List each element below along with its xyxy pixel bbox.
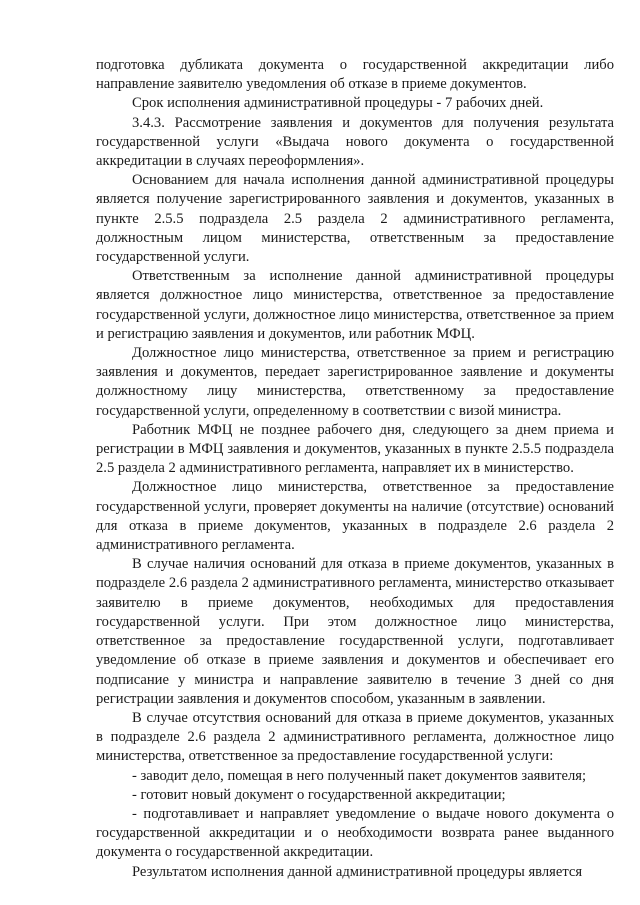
paragraph-mfc-worker: Работник МФЦ не позднее рабочего дня, следующего за днем приема и регистрации в МФЦ заявления и документов, указанных в пункте 2.5.5 подраздела 2.5 раздела 2 административного регламента, направляет их в министерство. (96, 421, 614, 477)
paragraph-result: Результатом исполнения данной административной процедуры является (132, 863, 583, 880)
paragraph-registration-transfer: Должностное лицо министерства, ответственное за прием и регистрацию заявления и документов, передает зарегистрированное заявление и документы должностному лицу министерства, ответственному за предоставление государственной услуги, определенному в соответствии с визой министра. (96, 345, 614, 419)
section-heading-3-4-3: 3.4.3. Рассмотрение заявления и документов для получения результата государственной услуги «Выдача нового документа о государственной аккредитации в случаях переоформления». (96, 114, 614, 170)
list-item-prepare-document: - готовит новый документ о государственной аккредитации; (132, 786, 506, 803)
paragraph-document-check: Должностное лицо министерства, ответственное за предоставление государственной услуги, проверяет документы на наличие (отсутствие) оснований для отказа в приеме документов, указанных в подразделе 2.6 раздела 2 административного регламента. (96, 479, 614, 554)
list-item-send-notification: - подготавливает и направляет уведомление о выдаче нового документа о государственной аккредитации и о необходимости возврата ранее выданного документа о государственной аккредитации. (96, 805, 614, 861)
paragraph-deadline: Срок исполнения административной процедуры - 7 рабочих дней. (132, 95, 544, 112)
paragraph-basis: Основанием для начала исполнения данной административной процедуры является получение зарегистрированного заявления и документов, указанных в пункте 2.5.5 подраздела 2.5 раздела 2 административного регламента, должностным лицом министерства, ответственным за предоставление государственной услуги. (96, 172, 614, 266)
paragraph-duplicate-preparation: подготовка дубликата документа о государственной аккредитации либо направление заявителю уведомления об отказе в приеме документов. (96, 57, 614, 93)
paragraph-no-refusal-case: В случае отсутствия оснований для отказа в приеме документов, указанных в подразделе 2.6 раздела 2 административного регламента, должностное лицо министерства, ответственное за предоставление государственной услуги: (96, 709, 614, 765)
paragraph-responsible: Ответственным за исполнение данной административной процедуры является должностное лицо министерства, ответственное за предоставление государственной услуги, должностное лицо министерства, ответственное за прием и регистрацию заявления и документов, или работник МФЦ. (96, 268, 614, 342)
paragraph-refusal-case: В случае наличия оснований для отказа в приеме документов, указанных в подразделе 2.6 раздела 2 административного регламента, министерство отказывает заявителю в приеме документов, необходимых для предоставления государственной услуги. При этом должностное лицо министерства, ответственное за предоставление государственной услуги, подготавливает уведомление об отказе в приеме заявления и документов и обеспечивает его подписание у министра и направление заявителю в течение 3 дней со дня регистрации заявления и документов способом, указанным в заявлении. (96, 556, 614, 707)
list-item-open-case: - заводит дело, помещая в него полученный пакет документов заявителя; (132, 767, 586, 784)
